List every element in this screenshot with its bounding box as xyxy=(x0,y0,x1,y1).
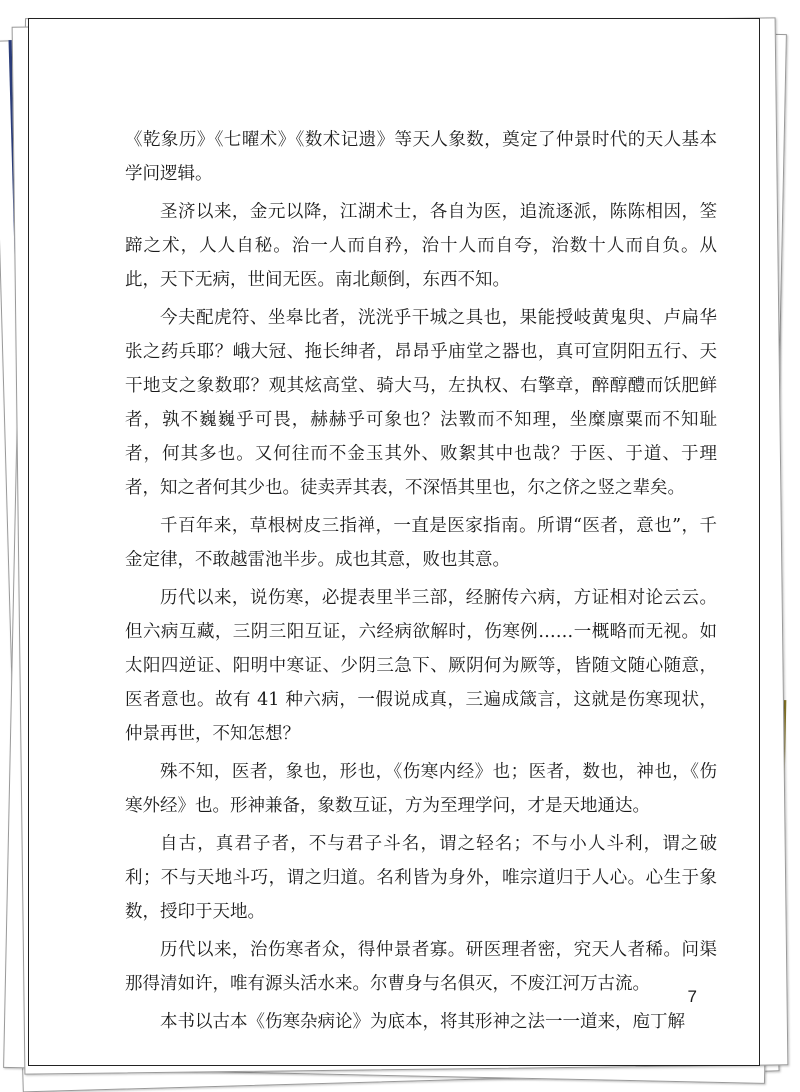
paragraph: 今夫配虎符、坐皋比者，洸洸乎干城之具也，果能授岐黄鬼臾、卢扁华张之药兵耶？峨大冠、拖长绅者，昂昂乎庙堂之器也，真可宣阴阳五行、天干地支之象数耶？观其炫高堂、骑大马，左执权、右擎章，醉醇醴而饫肥鲜者，孰不巍巍乎可畏，赫赫乎可象也？法斁而不知理，坐糜廪粟而不知耻者，何其多也。又何往而不金玉其外、败絮其中也哉？于医、于道、于理者，知之者何其少也。徒卖弄其表，不深悟其里也，尔之侪之竖之辈矣。 xyxy=(125,308,717,498)
page-number: 7 xyxy=(687,987,697,1006)
paragraph: 《乾象历》《七曜术》《数术记遗》等天人象数，奠定了仲景时代的天人基本学问逻辑。 xyxy=(125,130,717,184)
paragraph: 本书以古本《伤寒杂病论》为底本，将其形神之法一一道来，庖丁解 xyxy=(160,1012,685,1032)
page-body xyxy=(125,123,717,1043)
paragraph: 历代以来，治伤寒者众，得仲景者寡。研医理者密，究天人者稀。问渠那得清如许，唯有源头活水来。尔曹身与名俱灭，不废江河万古流。 xyxy=(125,940,717,994)
paragraph: 殊不知，医者，象也，形也，《伤寒内经》也；医者，数也，神也，《伤寒外经》也。形神兼备，象数互证，方为至理学问，才是天地通达。 xyxy=(125,762,717,816)
paragraph: 自古，真君子者，不与君子斗名，谓之轻名；不与小人斗利，谓之破利；不与天地斗巧，谓之归道。名利皆为身外，唯宗道归于人心。心生于象数，授印于天地。 xyxy=(125,834,717,922)
paragraph: 历代以来，说伤寒，必提表里半三部，经腑传六病，方证相对论云云。但六病互藏，三阴三阳互证，六经病欲解时，伤寒例……一概略而无视。如太阳四逆证、阳明中寒证、少阴三急下、厥阴何为厥等，皆随文随心随意，医者意也。故有 41 种六病，一假说成真，三遍成箴言，这就是伤寒现状，仲景再世，不知怎想？ xyxy=(125,588,717,744)
paragraph: 圣济以来，金元以降，江湖术士，各自为医，追流逐派，陈陈相因，筌蹄之术，人人自秘。治一人而自矜，治十人而自夸，治数十人而自负。从此，天下无病，世间无医。南北颠倒，东西不知。 xyxy=(125,202,717,290)
paragraph: 千百年来，草根树皮三指禅，一直是医家指南。所谓“医者，意也”，千金定律，不敢越雷池半步。成也其意，败也其意。 xyxy=(125,516,717,570)
book-page xyxy=(28,18,760,1066)
